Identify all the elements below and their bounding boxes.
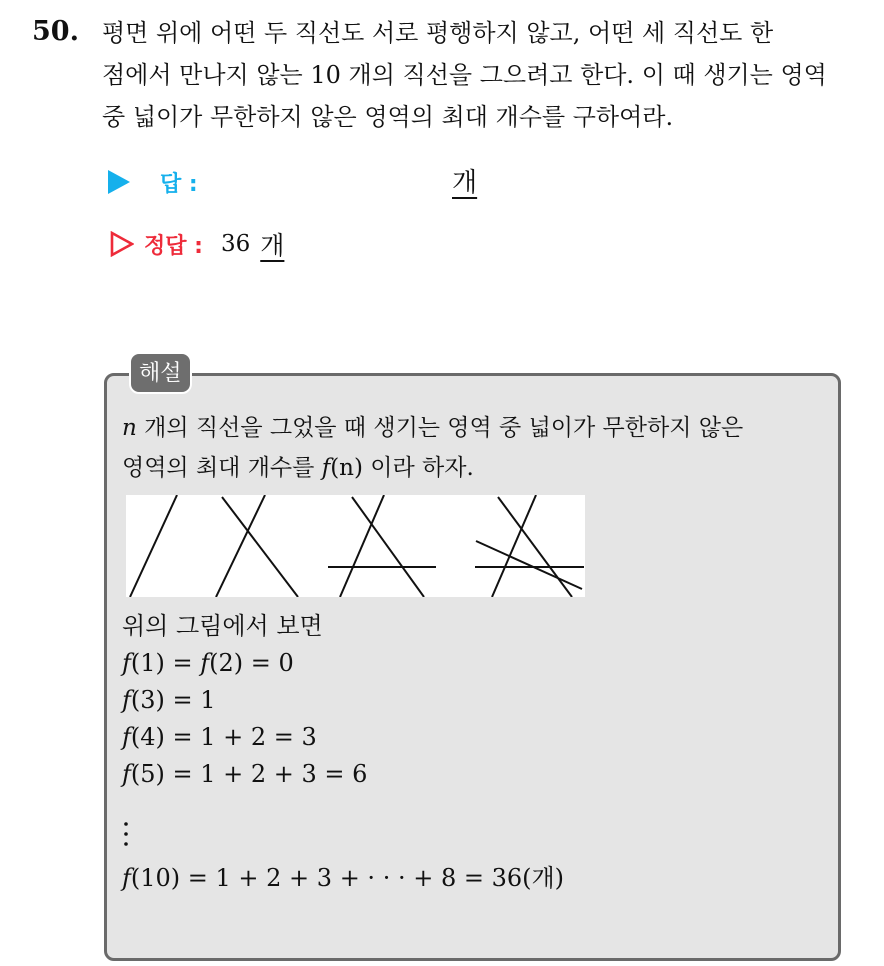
fig4-line-d	[476, 541, 582, 589]
equation-4-text: (5) = 1 + 2 + 3 = 6	[130, 760, 368, 788]
solution-intro-line-1	[122, 408, 832, 448]
answer-unit: 개	[452, 168, 478, 198]
solution-work	[122, 608, 367, 793]
figure-two-lines	[216, 495, 298, 597]
correct-answer-label: 정답 :	[144, 233, 203, 259]
equation-3-text: (4) = 1 + 2 = 3	[130, 723, 317, 751]
function-f: f	[321, 455, 331, 481]
equation-1-right: (2) = 0	[209, 649, 294, 677]
variable-n: n	[122, 415, 137, 441]
question-text	[102, 12, 862, 138]
final-equation-text: (10) = 1 + 2 + 3 + · · · + 8 = 36(개)	[130, 864, 565, 892]
figure-four-lines	[475, 495, 584, 597]
correct-answer-value: 36	[220, 231, 251, 257]
figure-one-line	[130, 495, 177, 597]
equation-1: f(1) = f(2) = 0	[122, 649, 294, 677]
correct-answer-unit: 개	[260, 231, 285, 260]
fig2-line-b	[222, 497, 298, 597]
fig4-line-a	[492, 495, 536, 597]
figure-caption: 위의 그림에서 보면	[122, 612, 323, 640]
fig4-line-b	[498, 497, 572, 597]
lines-figure	[126, 495, 585, 597]
fig3-line-b	[352, 497, 424, 597]
outline-triangle-icon	[110, 231, 134, 257]
equation-2: f(3) = 1	[122, 686, 216, 714]
solution-intro	[122, 408, 832, 488]
question-line-2: 점에서 만나지 않는 10 개의 직선을 그으려고 한다. 이 때 생기는 영역	[102, 61, 827, 89]
correct-answer-row	[110, 224, 284, 264]
filled-triangle-icon	[108, 170, 130, 194]
equation-1-left: (1) =	[130, 649, 201, 677]
equation-4: f(5) = 1 + 2 + 3 = 6	[122, 760, 368, 788]
question-line-3: 중 넓이가 무한하지 않은 영역의 최대 개수를 구하여라.	[102, 103, 674, 131]
solution-intro-text-1: 개의 직선을 그었을 때 생기는 영역 중 넓이가 무한하지 않은	[136, 415, 744, 441]
fig2-line-a	[216, 495, 265, 597]
vertical-ellipsis-icon	[122, 820, 132, 850]
equation-3: f(4) = 1 + 2 = 3	[122, 723, 317, 751]
figure-three-lines	[328, 495, 436, 597]
question-line-1: 평면 위에 어떤 두 직선도 서로 평행하지 않고, 어떤 세 직선도 한	[102, 19, 774, 47]
solution-intro-post: 이라 하자.	[362, 455, 474, 481]
final-equation: f(10) = 1 + 2 + 3 + · · · + 8 = 36(개)	[122, 864, 565, 892]
function-arg: (n)	[330, 455, 363, 481]
solution-intro-pre: 영역의 최대 개수를	[122, 455, 322, 481]
solution-tab: 해설	[129, 352, 192, 394]
solution-intro-line-2	[122, 448, 832, 488]
equation-2-text: (3) = 1	[130, 686, 216, 714]
question-number: 50.	[32, 16, 79, 47]
answer-label: 답 :	[160, 171, 198, 197]
fig1-line-a	[130, 495, 177, 597]
answer-row	[108, 162, 198, 202]
